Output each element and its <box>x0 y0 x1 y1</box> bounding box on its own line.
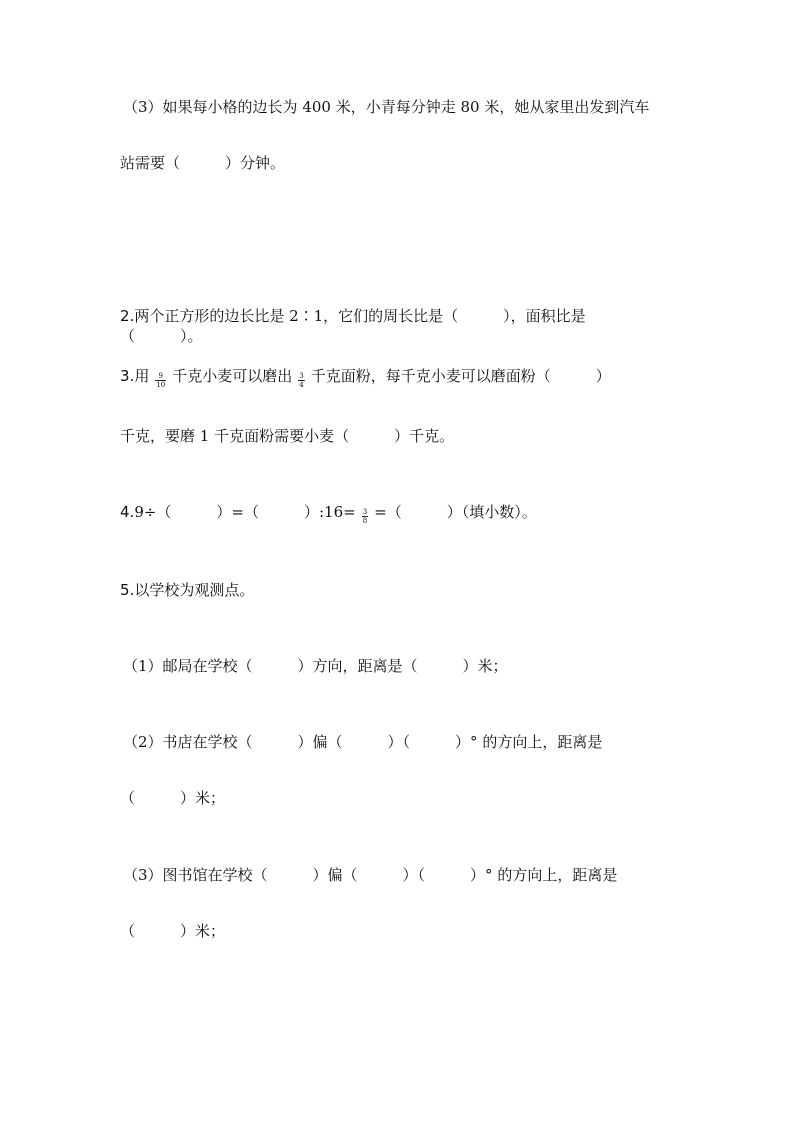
q4-number: 4. <box>120 503 135 521</box>
q5-sub1: （1）邮局在学校（ ）方向，距离是（ ）米； <box>123 657 508 675</box>
q2-line1 <box>120 306 586 326</box>
q4-text-b: =（ ）（填小数）。 <box>374 503 537 521</box>
q3-line2: 千克，要磨 1 千克面粉需要小麦（ ）千克。 <box>120 427 455 445</box>
q2-number: 2. <box>120 307 135 325</box>
q5-sub3-line1: （3）图书馆在学校（ ）偏（ ）（ ）° 的方向上，距离是 <box>123 866 618 884</box>
q1-part3-line1: （3）如果每小格的边长为 400 米，小青每分钟走 80 米，她从家里出发到汽车 <box>123 98 650 116</box>
q4-line <box>120 502 537 525</box>
q5-sub3-line2: （ ）米； <box>120 922 226 940</box>
q5-number: 5. <box>120 581 135 599</box>
q3-fraction-2-numerator: 3 <box>299 371 304 380</box>
q2-line2: （ ）。 <box>120 327 203 345</box>
q3-text-b: 千克小麦可以磨出 <box>172 367 293 385</box>
q3-text-c: 千克面粉，每千克小麦可以磨面粉（ ） <box>310 367 611 385</box>
q3-fraction-2 <box>298 372 304 389</box>
q2-text: 两个正方形的边长比是 2∶1，它们的周长比是（ ），面积比是 <box>134 307 586 325</box>
q5-title-line <box>120 580 254 600</box>
q1-part3-line2: 站需要（ ）分钟。 <box>120 154 286 172</box>
q3-fraction-2-denominator: 4 <box>299 380 304 389</box>
q3-fraction-1-numerator: 9 <box>158 371 164 380</box>
q3-line1 <box>120 366 611 389</box>
q5-sub2-line1: （2）书店在学校（ ）偏（ ）（ ）° 的方向上，距离是 <box>123 733 603 751</box>
q3-number: 3. <box>120 367 135 385</box>
q3-fraction-1 <box>155 372 166 389</box>
q4-fraction-denominator: 8 <box>362 516 368 525</box>
q5-sub2-line2: （ ）米； <box>120 789 226 807</box>
q3-fraction-1-denominator: 10 <box>156 380 166 389</box>
q4-text-a: 9÷（ ）=（ ）:16= <box>134 503 356 521</box>
q4-fraction <box>362 508 368 525</box>
q5-title: 以学校为观测点。 <box>134 581 255 599</box>
q4-fraction-numerator: 3 <box>362 507 368 516</box>
q3-text-a: 用 <box>134 367 150 385</box>
